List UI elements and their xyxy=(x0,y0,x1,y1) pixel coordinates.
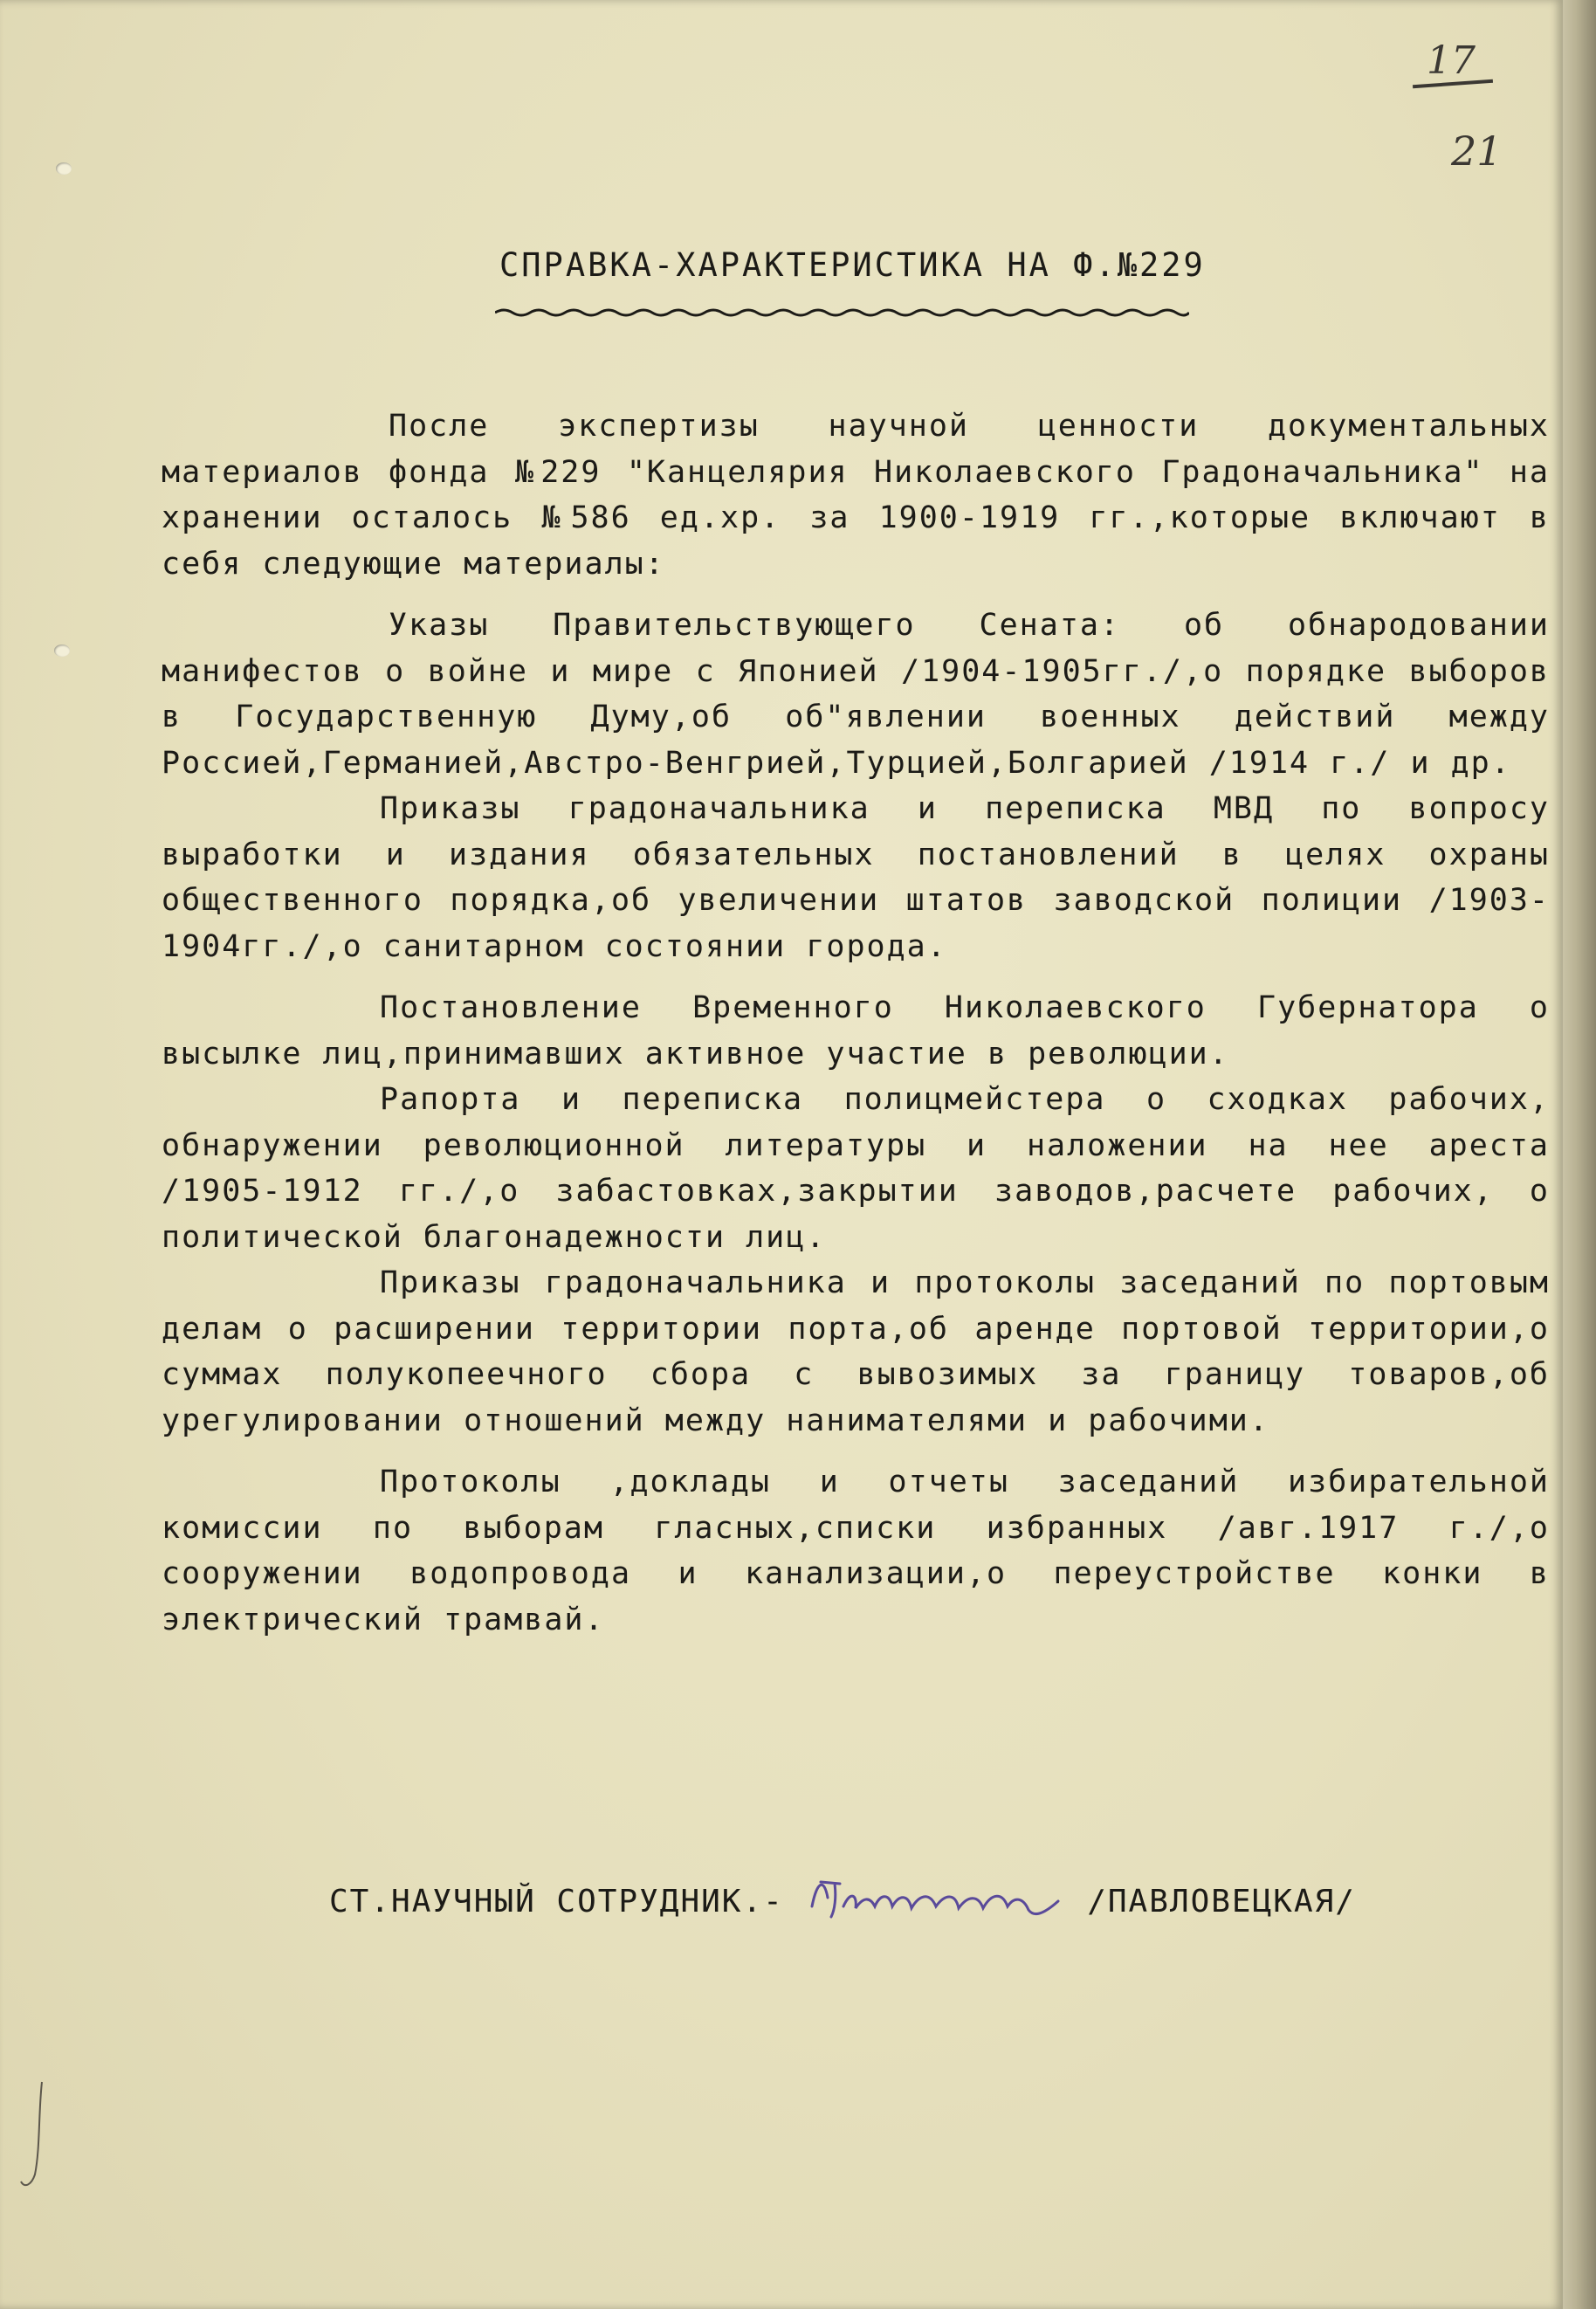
page-edge xyxy=(1563,0,1596,2309)
paragraph-governor-orders: Приказы градоначальника и переписка МВД по вопросу выработки и издания обязательных постановлений в целях охраны общественного порядка,об увеличении штатов заводской полиции /1903-1904гг./,о санитарном состоянии города. xyxy=(162,791,1550,964)
signature-line xyxy=(329,1871,1356,1924)
paragraph-resolution: Постановление Временного Николаевского Губернатора о высылке лиц,принимавших активное участие в революции. xyxy=(162,990,1550,1072)
paragraph-election-commission: Протоколы ,доклады и отчеты заседаний избирательной комиссии по выборам гласных,списки избранных /авг.1917 г./,о сооружении водопровода и канализации,о переустройстве конки в электрический трамвай. xyxy=(162,1465,1550,1637)
document-title: СПРАВКА-ХАРАКТЕРИСТИКА НА Ф.№229 xyxy=(499,246,1206,284)
binder-hole xyxy=(56,162,72,175)
binder-hole xyxy=(54,644,70,657)
paragraph-senate-decrees: Указы Правительствующего Сената: об обнародовании манифестов о войне и мире с Японией /1904-1905гг./,о порядке выборов в Государственную Думу,об об"явлении военных действий между Россией,Германией,Австро-Венгрией,Турцией,Болгарией /1914 г./ и др. xyxy=(162,608,1550,781)
old-sheet-number: 17 xyxy=(1427,38,1476,83)
margin-pencil-mark xyxy=(16,2078,51,2192)
paragraph-police-reports: Рапорта и переписка полицмейстера о сходках рабочих, обнаружении революционной литературы и наложении на нее ареста /1905-1912 гг./,о забастовках,закрытии заводов,расчете рабочих, о политической благонадежности лиц. xyxy=(162,1082,1550,1255)
signatory-position: СТ.НАУЧНЫЙ СОТРУДНИК.- xyxy=(329,1884,784,1920)
sheet-number: 21 xyxy=(1451,128,1503,175)
handwritten-signature xyxy=(805,1871,1067,1924)
document-body xyxy=(162,403,1550,1643)
paragraph-intro: После экспертизы научной ценности документальных материалов фонда №229 "Канцелярия Николаевского Градоначальника" на хранении осталось №586 ед.хр. за 1900-1919 гг.,которые включают в себя следующие материалы: xyxy=(162,409,1550,582)
paragraph-port-matters: Приказы градоначальника и протоколы заседаний по портовым делам о расширении территории порта,об аренде портовой территории,о суммах полукопеечного сбора с вывозимых за границу товаров,об урегулировании отношений между нанимателями и рабочими. xyxy=(162,1265,1550,1438)
signatory-name: /ПАВЛОВЕЦКАЯ/ xyxy=(1087,1884,1356,1920)
title-underline xyxy=(495,307,1189,318)
